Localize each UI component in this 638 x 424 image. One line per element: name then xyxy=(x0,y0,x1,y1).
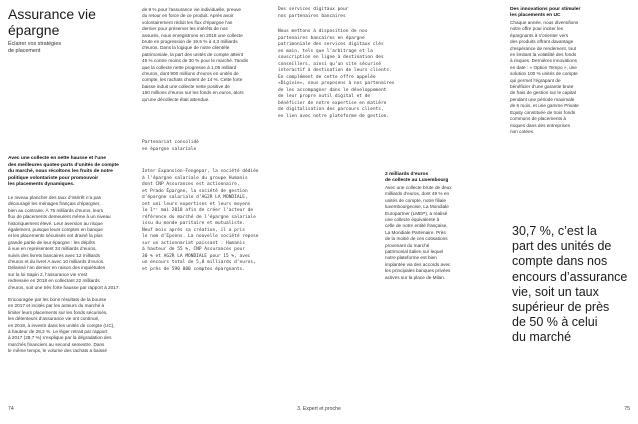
page-subtitle: Éclairer vos stratégies de placement xyxy=(8,41,62,54)
title-line-2: épargne xyxy=(8,22,60,38)
column2-paragraph-mono: Inter Expansion-Fongepar, la société dédiée à l’épargne salariale du groupe Humanis dont CNP Assurances est actionnaire, et Prado Épargne, la société de gestion d’épargne salariale d’AG2R LA MONDIALE, ont uni leurs expertises et leurs moyens le 1ᵉʳ mai 2018 afin de créer l’acteur de référence du marché de l’épargne salariale issu du monde paritaire et mutualiste. Neuf mois après sa création, il a pris le nom d’Epsens. La nouvelle société repose sur un actionnariat paissant : Humanis à hauteur de 55 %, CNP Assurances pour 30 % et AG2R LA MONDIALE pour 15 %, avec un encours total de 5,8 milliards d’euros, et près de 590 000 comptes épargnants. xyxy=(142,169,259,272)
page-number-right: 75 xyxy=(624,406,630,412)
page-title xyxy=(8,6,128,38)
column1-paragraph-1: Le niveau plancher des taux d’intérêt n’a pas découragé les ménages français d’épargner, bien au contraire. À 75 milliards d’euros, leurs flux de placements demeurent même à un niveau historiquement élevé. Leur aversion au risque également, puisque leurs comptes en banque et les placements sécurisés ont drainé la plus grande partie de leur épargne : les dépôts à vue en représentent 34 milliards d’euros, suivis des livrets bancaires avec 12 milliards d’euros et du livret A avec 10 milliards d’euros. Délaissé l’an dernier en raison des inquiétudes sur la loi Sapin 2, l’assurance vie s’est redressée en 2018 en collectant 22 milliards d’euros, soit une très forte hausse par rapport à 2017. xyxy=(8,195,120,290)
page-number-left: 74 xyxy=(8,406,14,412)
footer-section-title: 3. Expert et proche xyxy=(297,406,341,412)
column1-paragraph-2: Encouragée par les bons résultats de la bourse en 2017 et incités par les acteurs du marché à limiter leurs placements sur les fonds sécurisés, les détenteurs d’assurance vie ont continué, en 2018, à investir dans les unités de compte (UC), à hauteur de 28,2 %. Le léger retrait par rapport à 2017 (28,7 %) s’explique par la dégradation des marchés financiers au second semestre. Dans le même temps, le volume des rachats a baissé xyxy=(8,297,115,354)
column4-paragraph: Chaque année, nous diversifions notre offre pour inciter les épargnants à s’orienter vers des produits offrant davantage d’espérance de rendement, tout en limitant la volatilité des fonds à risques. Dernières innovations en date : « Option Tempo », une solution 100 % unités de compte qui permet l’égrapant de bénéficier d’une garantie brute de frais de gestion sur le capital pendant une période maximale de 6 mois, et une gamme Private Equity constituée de trois fonds communs de placements à risques dans des entreprises non cotées. xyxy=(510,20,579,134)
column1-lede: Avec une collecte en nette hausse et l’une des meilleures quotes-parts d’unités de compte du marché, nous récoltons les fruits de notre politique volontariste pour promouvoir les placements dynamiques. xyxy=(8,156,119,187)
column4-heading: Des innovations pour stimuler les placements en UC xyxy=(510,7,581,19)
column3-heading-2: 2 milliards d’euros de collecte au Luxembourg xyxy=(385,172,449,184)
column2-heading: Partenariat consolidé en épargne salariale xyxy=(142,140,199,152)
column3-paragraph-mono: Nous mettons à disposition de nos partenaires bancaires en épargne patrimoniale des services digitaux clés en main, tels que l’arbitrage et la souscription en ligne à destination des conseillers, ainsi qu’un site sécurisé interactif à destination de leurs clients. En complément de cette offre appelée «Digivie», nous proposons à nos partenaires de les accompagner dans le développement de leur propre outil digital et de bénéficier de notre expertise en matière de digitalisation des parcours clients, en lien avec notre plateforme de gestion. xyxy=(278,29,395,119)
column3-heading: Des services digitaux pour nos partenaires bancaires xyxy=(278,7,349,19)
column2-paragraph-top: de 9 % pour l’assurance vie individuelle, preuve du retour en force de ce produit. Après avoir volontairement réduit les flux d’épargne l’an dernier pour préserver les intérêts de nos assurés, nous enregistrons en 2018 une collecte brute en progression de 19,5 % à 4,3 milliards d’euros. Dans la logique de notre clientèle patrimoniale, la part des unités de compte atteint 45 % contre moins de 30 % pour le marché. Tandis que la collecte nette progresse à 1,05 milliard d’euros, dont 900 millions d’euros en unités de compte, les rachats chutent de 14 %. Cette forte baisse induit une collecte nette positive de 150 millions d’euros sur les fonds en euros, alors qu’une décollecte était attendue. xyxy=(142,7,248,102)
title-line-1: Assurance vie xyxy=(8,6,96,22)
pull-quote: 30,7 %, c’est la part des unités de compte dans nos encours d’assurance vie, soit un taux supérieur de près de 50 % à celui du marché xyxy=(512,224,628,345)
column3-paragraph-2: Avec une collecte brute de deux milliards d’euros, dont 49 % en unités de compte, notre filiale luxembourgeoise, La Mondiale Europartner (LMEP), a réalisé une collecte équivalente à celle de notre entité française, La Mondiale Partenaire. Près de la moitié de ces cotisations provenant du marché patrimonial italien sur lequel notre plateforme est bien implantée via des accords avec les principales banques privées actives sur la place de Milan. xyxy=(385,185,452,280)
